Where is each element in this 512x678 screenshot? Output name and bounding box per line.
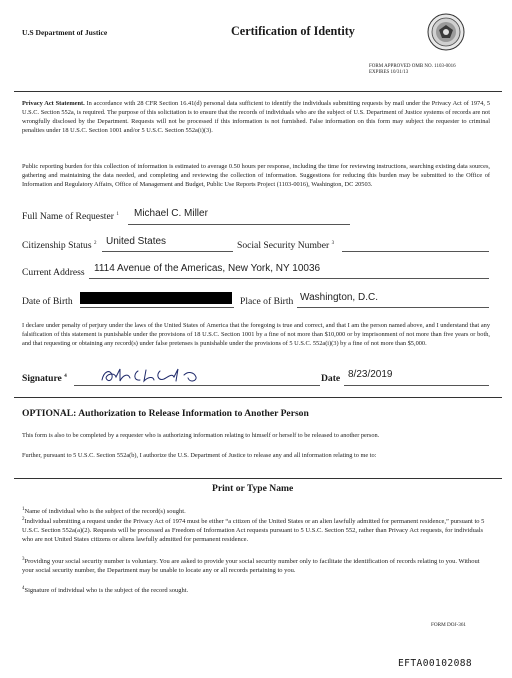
handwritten-signature[interactable] bbox=[98, 365, 218, 387]
full-name-input[interactable]: Michael C. Miller bbox=[134, 208, 208, 219]
form-title: Certification of Identity bbox=[231, 24, 355, 38]
privacy-act-statement bbox=[22, 99, 490, 135]
pob-input[interactable]: Washington, D.C. bbox=[300, 292, 378, 303]
pob-label: Place of Birth bbox=[240, 296, 294, 307]
print-type-name-label: Print or Type Name bbox=[212, 483, 294, 494]
perjury-declaration: I declare under penalty of perjury under the laws of the United States of America that the foregoing is true and correct, and that I am the person named above, and I understand that any falsification of this statement is punishable under the provisions of 18 U.S.C. Section 1001 by a fine of not more than $10,000 or by imprisonment of not more than five years or both, and that requesting or obtaining any record(s) under false pretenses is punishable under the provisions of 5 U.S.C. 552a(i)(3) by a fine of not more than $5,000. bbox=[22, 322, 490, 348]
footnote-3: $^3$Providing your social security number is voluntary. You are asked to provide your social security number only to facilitate the identification of records relating to you. Without your social security number, the Department may be unable to locate any or all records pertaining to you. bbox=[22, 557, 480, 575]
ssn-label: Social Security Number $^3$ bbox=[237, 240, 335, 251]
privacy-act-body: In accordance with 28 CFR Section 16.41(d) personal data sufficient to identify the individuals submitting requests by mail under the Privacy Act of 1974, 5 U.S.C. Section 552a, is required. The purpose of this solicitation is to ensure that the records of individuals who are the subject of U.S. Department of Justice systems of records are not wrongfully disclosed by the Department. Requests will not be processed if this information is not furnished. False information on this form may subject the requester to criminal penalties under 18 U.S.C. Section 1001 and/or 5 U.S.C. Section 552a(i)(3). bbox=[22, 100, 490, 135]
citizenship-input[interactable]: United States bbox=[106, 236, 167, 247]
pob-line bbox=[297, 307, 489, 308]
optional-line-2: Further, pursuant to 5 U.S.C. Section 552a(b), I authorize the U.S. Department of Justice to release any and all information relating to me to: bbox=[22, 452, 377, 459]
burden-statement: Public reporting burden for this collection of information is estimated to average 0.50 hours per response, including the time for reviewing instructions, searching existing data sources, gathering and maintaining the data needed, and completing and reviewing the collection of information. Suggestions for reducing this burden may be submitted to the Office of Information and Regulatory Affairs, Office of Management and Budget, Public Use Reports Project (1103-0016), Washington, DC 20503. bbox=[22, 163, 490, 189]
dob-label: Date of Birth bbox=[22, 296, 73, 307]
bates-number: EFTA00102088 bbox=[398, 658, 473, 669]
section-divider bbox=[14, 397, 502, 398]
privacy-act-heading: Privacy Act Statement. bbox=[22, 100, 85, 107]
optional-line-1: This form is also to be completed by a requester who is authorizing information relating to himself or herself to be released to another person. bbox=[22, 432, 380, 439]
signature-label: Signature $^4$ bbox=[22, 373, 67, 384]
form-number: FORM DOJ-361 bbox=[431, 622, 467, 628]
date-line bbox=[344, 385, 489, 386]
address-line bbox=[89, 278, 489, 279]
form-expires: EXPIRES 10/31/13 bbox=[369, 70, 409, 75]
optional-heading: OPTIONAL: Authorization to Release Information to Another Person bbox=[22, 408, 309, 419]
footnote-4: $^4$Signature of individual who is the subject of the record sought. bbox=[22, 586, 189, 595]
citizenship-line bbox=[102, 251, 233, 252]
footnote-1: $^1$Name of individual who is the subject of the record(s) sought. bbox=[22, 507, 186, 516]
dob-line bbox=[80, 307, 234, 308]
full-name-label: Full Name of Requester $^1$ bbox=[22, 211, 119, 222]
dob-redaction bbox=[80, 292, 232, 304]
agency-name: U.S Department of Justice bbox=[22, 28, 108, 37]
release-name-line[interactable] bbox=[14, 478, 502, 479]
form-approved-omb: FORM APPROVED OMB NO. 1103-0016 bbox=[369, 64, 456, 69]
doj-seal-icon bbox=[427, 13, 465, 51]
address-label: Current Address bbox=[22, 267, 85, 278]
address-input[interactable]: 1114 Avenue of the Americas, New York, NY 10036 bbox=[94, 263, 321, 274]
citizenship-label: Citizenship Status $^2$ bbox=[22, 240, 97, 251]
footnote-2: $^2$Individual submitting a request under the Privacy Act of 1974 must be either “a citizen of the United States or an alien lawfully admitted for permanent residence,” pursuant to 5 U.S.C. Section 552a(a)(2). Requests will be processed as Freedom of Information Act requests pursuant to 5 U.S.C. Section 552, rather than Privacy Act requests, for individuals who are not United States citizens or aliens lawfully admitted for permanent residence. bbox=[22, 517, 485, 544]
full-name-line bbox=[128, 224, 350, 225]
date-label: Date bbox=[321, 373, 341, 384]
ssn-line bbox=[342, 251, 489, 252]
date-input[interactable]: 8/23/2019 bbox=[348, 369, 393, 380]
header-divider bbox=[14, 91, 502, 92]
